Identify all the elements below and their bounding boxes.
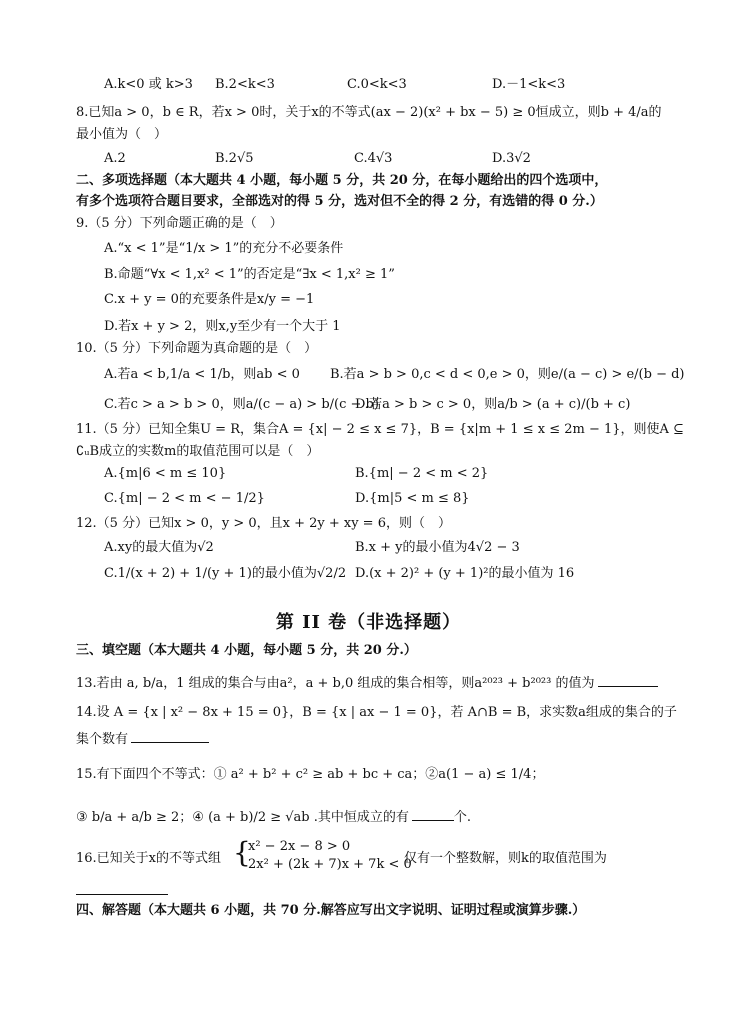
q10-option-a: A.若a < b,1/a < 1/b，则ab < 0 bbox=[104, 367, 300, 382]
q14-answer-blank[interactable] bbox=[131, 728, 209, 743]
q7-option-b: B.2<k<3 bbox=[215, 77, 275, 92]
q7-option-a: A.k<0 或 k>3 bbox=[104, 77, 193, 92]
q16-system-top: x² − 2x − 8 > 0 bbox=[248, 839, 351, 854]
section2-header-line2: 有多个选项符合题目要求，全部选对的得 5 分，选对但不全的得 2 分，有选错的得 0 分.） bbox=[76, 194, 603, 209]
q12-option-b: B.x + y的最小值为4√2 − 3 bbox=[355, 540, 520, 555]
q15-stem-line1: 15.有下面四个不等式：① a² + b² + c² ≥ ab + bc + ca；②a(1 − a) ≤ 1/4； bbox=[76, 767, 545, 782]
q8-option-b: B.2√5 bbox=[215, 151, 254, 166]
q16-stem-post: 仅有一个整数解，则k的取值范围为 bbox=[404, 851, 607, 866]
q16-stem-pre: 16.已知关于x的不等式组 bbox=[76, 851, 222, 866]
q7-option-d: D.－1<k<3 bbox=[492, 77, 566, 92]
q15-stem-line2 bbox=[76, 806, 471, 827]
q12-option-d: D.(x + 2)² + (y + 1)²的最小值为 16 bbox=[355, 566, 575, 581]
q11-option-d: D.{m|5 < m ≤ 8} bbox=[355, 491, 470, 506]
q9-stem: 9.（5 分）下列命题正确的是（ ） bbox=[76, 216, 283, 231]
q10-option-c: C.若c > a > b > 0，则a/(c − a) > b/(c − b) bbox=[104, 397, 379, 412]
section3-header: 三、填空题（本大题共 4 小题，每小题 5 分，共 20 分.） bbox=[76, 643, 417, 658]
q13-answer-blank[interactable] bbox=[598, 672, 658, 687]
q13-text: 13.若由 a, b/a，1 组成的集合与由a²，a + b,0 组成的集合相等，则a²⁰²³ + b²⁰²³ 的值为 bbox=[76, 676, 595, 691]
q12-option-c: C.1/(x + 2) + 1/(y + 1)的最小值为√2/2 bbox=[104, 566, 347, 581]
q9-option-a: A.“x < 1”是“1/x > 1”的充分不必要条件 bbox=[104, 241, 344, 256]
q12-option-a: A.xy的最大值为√2 bbox=[104, 540, 214, 555]
q16-system-bottom: 2x² + (2k + 7)x + 7k < 0 bbox=[248, 857, 412, 872]
q8-option-a: A.2 bbox=[104, 151, 126, 166]
q10-option-d: D.若a > b > c > 0，则a/b > (a + c)/(b + c) bbox=[355, 397, 631, 412]
q8-option-c: C.4√3 bbox=[354, 151, 393, 166]
q11-option-a: A.{m|6 < m ≤ 10} bbox=[104, 466, 227, 481]
q16-brace: { bbox=[233, 836, 251, 869]
q11-stem-line2: ∁ᵤB成立的实数m的取值范围可以是（ ） bbox=[76, 444, 320, 459]
q15-text-line2-pre: ③ b/a + a/b ≥ 2；④ (a + b)/2 ≥ √ab .其中恒成立的有 bbox=[76, 810, 409, 825]
q14-stem-line2 bbox=[76, 728, 209, 749]
q9-option-b: B.命题“∀x < 1,x² < 1”的否定是“∃x < 1,x² ≥ 1” bbox=[104, 267, 395, 282]
q16-answer-blank[interactable] bbox=[76, 880, 168, 895]
part2-title: 第 II 卷（非选择题） bbox=[275, 612, 462, 633]
q11-option-c: C.{m| − 2 < m < − 1/2} bbox=[104, 491, 265, 506]
q8-stem-line2: 最小值为（ ） bbox=[76, 127, 168, 142]
q7-option-c: C.0<k<3 bbox=[347, 77, 407, 92]
q8-option-d: D.3√2 bbox=[492, 151, 531, 166]
q9-option-c: C.x + y = 0的充要条件是x/y = −1 bbox=[104, 292, 315, 307]
q14-text-line2: 集个数有 bbox=[76, 732, 129, 747]
q14-stem-line1: 14.设 A = {x | x² − 8x + 15 = 0}，B = {x | ax − 1 = 0}，若 A∩B = B，求实数a组成的集合的子 bbox=[76, 705, 677, 720]
section4-header: 四、解答题（本大题共 6 小题，共 70 分.解答应写出文字说明、证明过程或演算步骤.） bbox=[76, 903, 586, 918]
q10-option-b: B.若a > b > 0,c < d < 0,e > 0，则e/(a − c) > e/(b − d) bbox=[330, 367, 685, 382]
q9-option-d: D.若x + y > 2，则x,y至少有一个大于 1 bbox=[104, 319, 341, 334]
q12-stem: 12.（5 分）已知x > 0，y > 0，且x + 2y + xy = 6，则（ ） bbox=[76, 516, 451, 531]
q15-answer-blank[interactable] bbox=[412, 806, 454, 821]
section2-header-line1: 二、多项选择题（本大题共 4 小题，每小题 5 分，共 20 分，在每小题给出的四个选项中， bbox=[76, 173, 608, 188]
q15-text-line2-post: 个. bbox=[453, 810, 472, 825]
q8-stem-line1: 8.已知a > 0，b ∈ R，若x > 0时，关于x的不等式(ax − 2)(x² + bx − 5) ≥ 0恒成立，则b + 4/a的 bbox=[76, 105, 662, 120]
q10-stem: 10.（5 分）下列命题为真命题的是（ ） bbox=[76, 341, 318, 356]
q11-stem-line1: 11.（5 分）已知全集U = R，集合A = {x| − 2 ≤ x ≤ 7}，B = {x|m + 1 ≤ x ≤ 2m − 1}，则使A ⊆ bbox=[76, 422, 684, 437]
q11-option-b: B.{m| − 2 < m < 2} bbox=[355, 466, 489, 481]
q13-stem bbox=[76, 672, 658, 693]
